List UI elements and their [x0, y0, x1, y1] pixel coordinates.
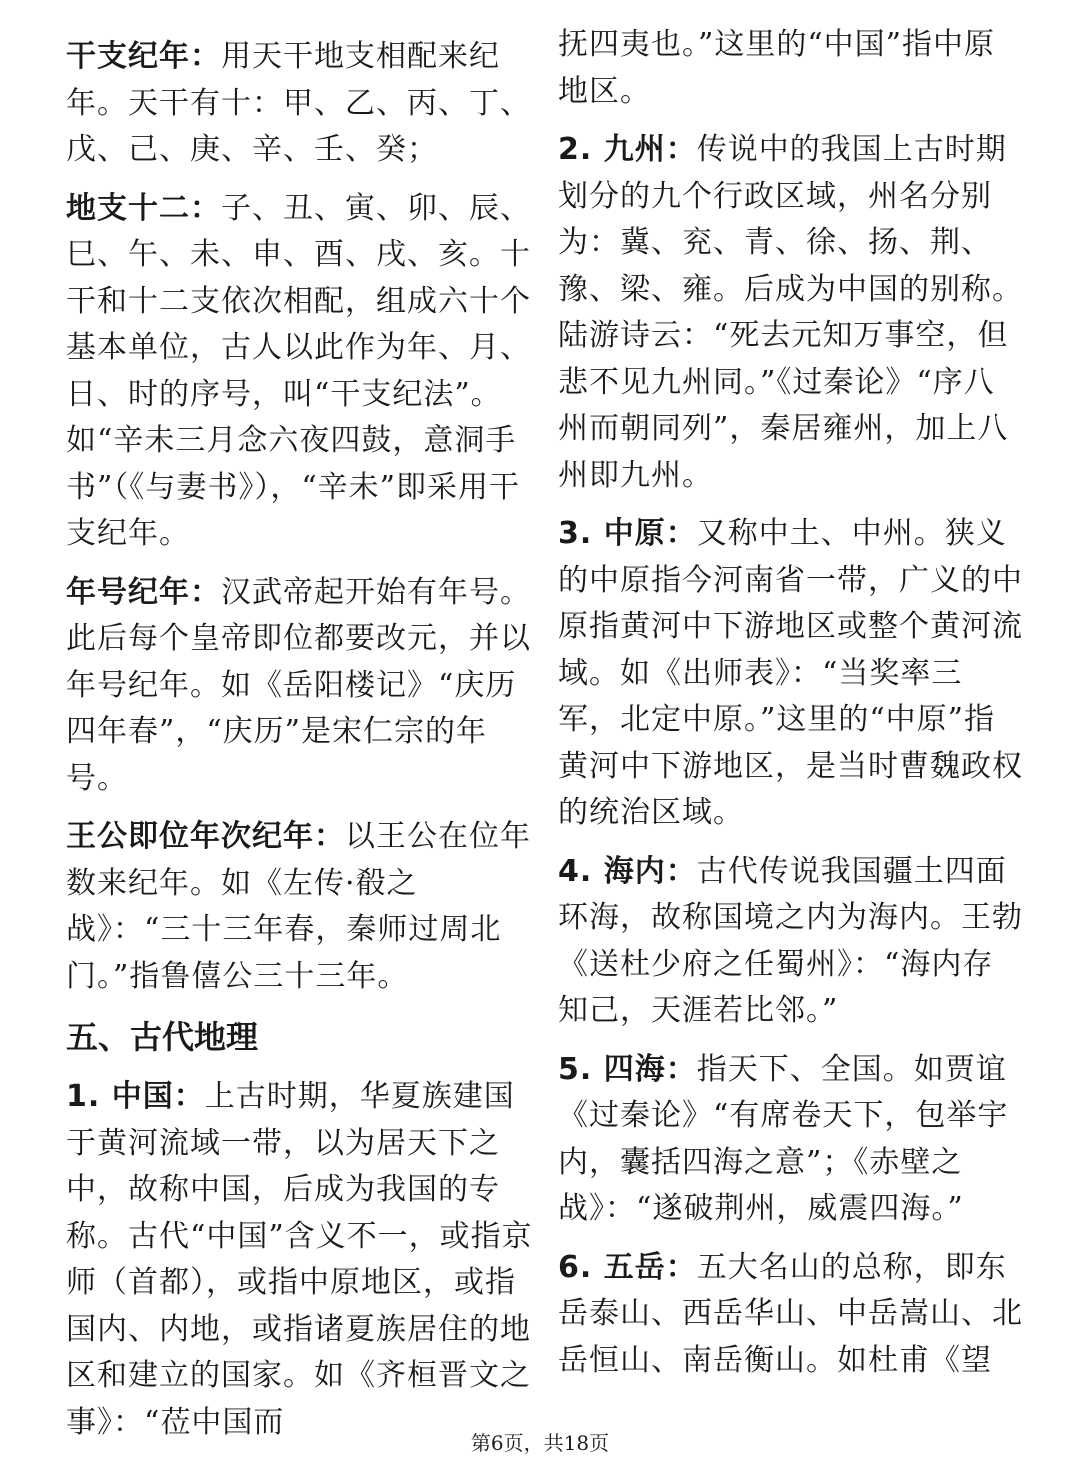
entry-wuyue — [558, 1245, 1023, 1385]
entry-text: 汉武帝起开始有年号。此后每个皇帝即位都要改元，并以年号纪年。如《岳阳楼记》“庆历四年春”，“庆历”是宋仁宗的年号。 — [66, 574, 531, 796]
entry-dizhi — [66, 186, 536, 558]
entry-text: 又称中土、中州。狭义的中原指今河南省一带，广义的中原指黄河中下游地区或整个黄河流域。如《出师表》：“当奖率三军，北定中原。”这里的“中原”指黄河中下游地区，是当时曹魏政权的统治区域。 — [558, 516, 1023, 830]
entry-text: 古代传说我国疆土四面环海，故称国境之内为海内。王勃《送杜少府之任蜀州》：“海内存知己，天涯若比邻。” — [558, 853, 1023, 1028]
section-title: 五、古代地理 — [66, 1018, 259, 1056]
entry-term: 4. 海内： — [558, 853, 697, 889]
entry-text: 以王公在位年数来纪年。如《左传·殽之战》：“三十三年春，秦师过周北门。”指鲁僖公三十三年。 — [66, 819, 531, 994]
entry-term: 6. 五岳： — [558, 1249, 697, 1285]
entry-term: 王公即位年次纪年： — [66, 819, 345, 854]
entry-term: 地支十二： — [66, 190, 221, 226]
entry-text: 五大名山的总称，即东岳泰山、西岳华山、中岳嵩山、北岳恒山、南岳衡山。如杜甫《望 — [558, 1249, 1023, 1378]
entry-term: 1. 中国： — [66, 1079, 205, 1114]
entry-jiuzhou — [558, 127, 1023, 499]
entry-zhongguo — [66, 1074, 536, 1446]
entry-term: 年号纪年： — [66, 574, 221, 610]
entry-term: 5. 四海： — [558, 1051, 697, 1087]
entry-hainei — [558, 849, 1023, 1035]
right-column — [558, 0, 1023, 1396]
entry-term: 2. 九州： — [558, 132, 697, 167]
entry-nianhao-jinian — [66, 570, 536, 803]
entry-text: 传说中的我国上古时期划分的九个行政区域，州名分别为：冀、兖、青、徐、扬、荆、豫、梁、雍。后成为中国的别称。陆游诗云：“死去元知万事空，但悲不见九州同。”《过秦论》“序八州而朝同列”，秦居雍州，加上八州即九州。 — [558, 132, 1023, 493]
entry-zhongyuan — [558, 511, 1023, 837]
entry-sihai — [558, 1047, 1023, 1233]
page-number: 第6页，共18页 — [470, 1431, 610, 1455]
entry-text: 用天干地支相配来纪年。天干有十：甲、乙、丙、丁、戊、己、庚、辛、壬、癸； — [66, 39, 531, 167]
entry-term: 3. 中原： — [558, 516, 697, 551]
entry-text: 上古时期，华夏族建国于黄河流域一带，以为居天下之中，故称中国，后成为我国的专称。古代“中国”含义不一，或指京师（首都），或指中原地区，或指国内、内地，或指诸夏族居住的地区和建立的国家。如《齐桓晋文之事》：“莅中国而 — [66, 1079, 533, 1440]
left-column — [66, 0, 536, 1458]
entry-term: 干支纪年： — [66, 39, 221, 74]
continuation-text: 抚四夷也。”这里的“中国”指中原地区。 — [558, 27, 996, 109]
entry-text: 子、丑、寅、卯、辰、巳、午、未、申、酉、戌、亥。十干和十二支依次相配，组成六十个基本单位，古人以此作为年、月、日、时的序号，叫“干支纪法”。如“辛未三月念六夜四鼓，意洞手书”（《与妻书》），“辛未”即采用干支纪年。 — [66, 190, 531, 551]
entry-wanggong-jinian — [66, 814, 536, 1000]
entry-ganzhi-jinian — [66, 34, 536, 174]
entry-text: 指天下、全国。如贾谊《过秦论》“有席卷天下，包举宇内，囊括四海之意”；《赤壁之战》：“遂破荆州，威震四海。” — [558, 1051, 1009, 1226]
